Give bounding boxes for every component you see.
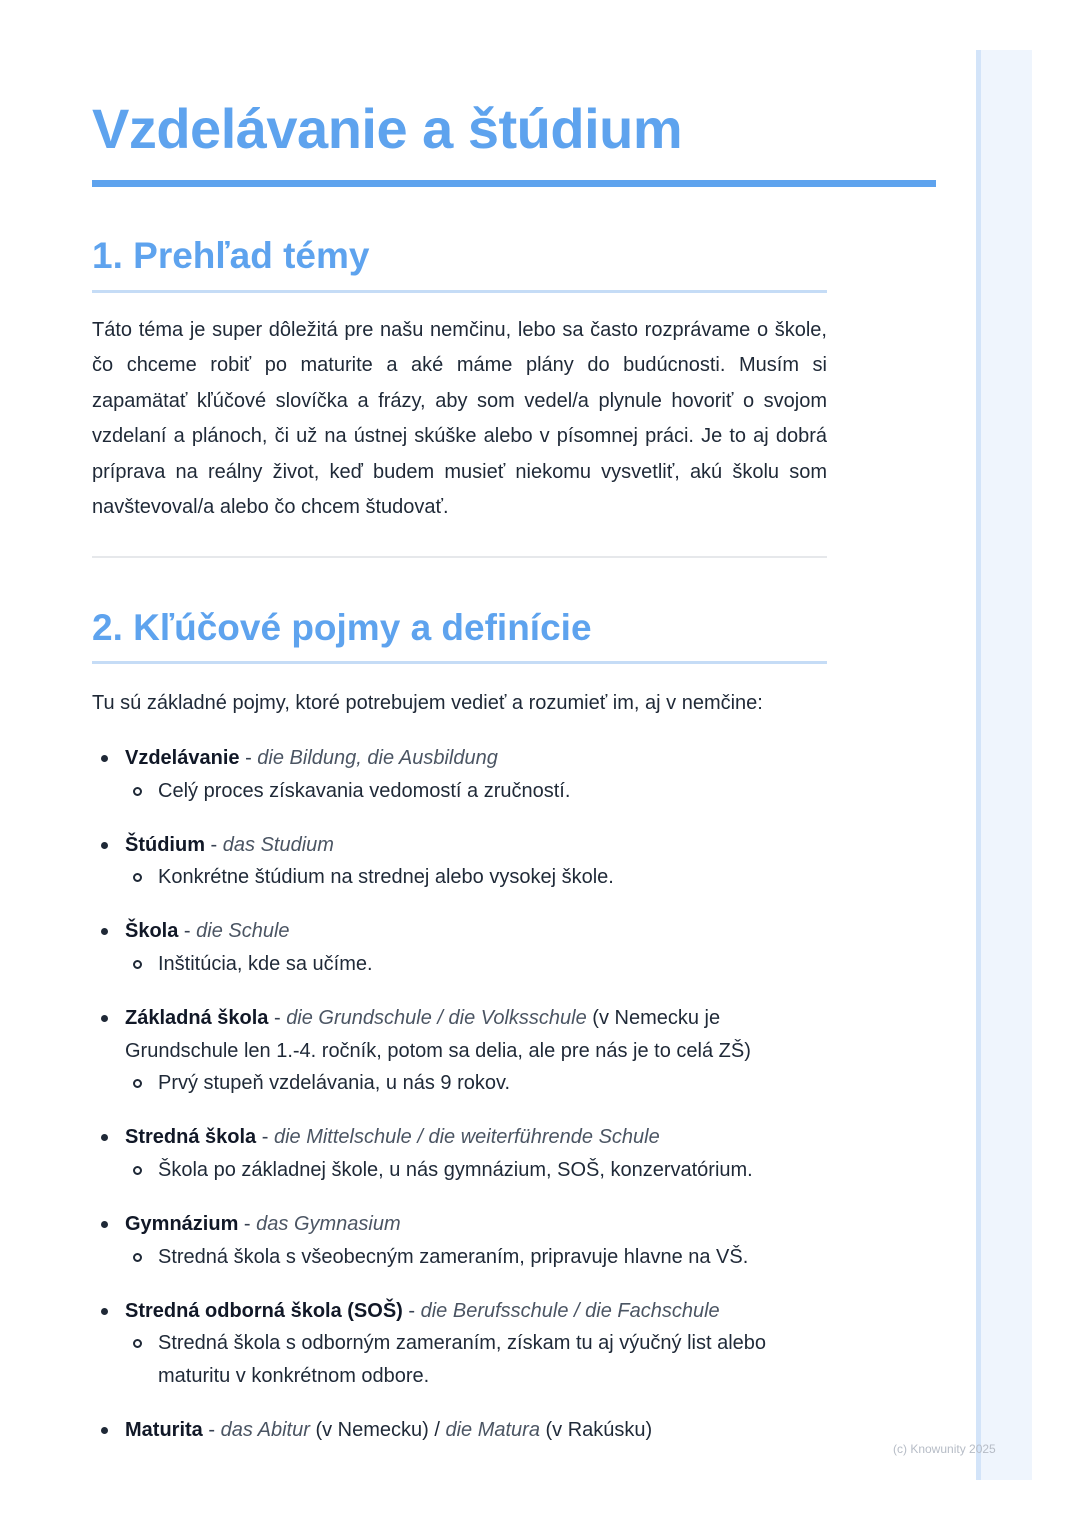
term-definition: Škola po základnej škole, u nás gymnázium, SOŠ, konzervatórium. xyxy=(158,1158,753,1181)
german-translation: das Gymnasium xyxy=(256,1213,401,1236)
title-underline xyxy=(92,180,936,187)
sub-list xyxy=(125,775,827,808)
side-panel-edge xyxy=(976,50,981,1480)
term-separator: - xyxy=(402,1299,421,1322)
term-name: Maturita xyxy=(125,1419,203,1441)
list-item xyxy=(92,915,827,980)
term-definition: Celý proces získavania vedomostí a zručností. xyxy=(158,779,571,802)
key-terms-intro: Tu sú základné pojmy, ktoré potrebujem vedieť a rozumieť im, aj v nemčine: xyxy=(92,692,763,714)
list-item xyxy=(92,1002,827,1100)
bullet-icon xyxy=(101,842,108,849)
bullet-icon xyxy=(101,1308,108,1315)
term-note: (v Nemecku je Grundschule len 1.-4. ročník, potom sa delia, ale pre nás je to celá ZŠ) xyxy=(125,1007,751,1062)
sub-list xyxy=(125,861,827,894)
sub-list-item xyxy=(125,861,827,894)
section-underline xyxy=(92,661,827,664)
term-definition: Konkrétne štúdium na strednej alebo vysokej škole. xyxy=(158,866,614,889)
circle-bullet-icon xyxy=(133,960,142,969)
term-separator: - xyxy=(202,1419,221,1441)
sub-list xyxy=(125,948,827,981)
bullet-icon xyxy=(101,928,108,935)
term-name: Gymnázium xyxy=(125,1213,239,1236)
term-name: Základná škola xyxy=(125,1007,269,1030)
term-note: (v Rakúsku) xyxy=(539,1419,653,1441)
key-terms-list xyxy=(92,742,827,1468)
sub-list-item xyxy=(125,1154,827,1187)
term-separator: - xyxy=(268,1007,287,1030)
german-translation: die Bildung, die Ausbildung xyxy=(257,747,498,769)
term-definition: Stredná škola s odborným zameraním, získam tu aj výučný list alebo maturitu v konkrétnom odbore. xyxy=(158,1332,767,1387)
german-translation: die Matura xyxy=(445,1419,540,1441)
sub-list xyxy=(125,1154,827,1187)
list-item xyxy=(92,829,827,894)
term-name: Vzdelávanie xyxy=(125,747,240,769)
sub-list-item xyxy=(125,1241,827,1274)
german-translation: die Mittelschule / die weiterführende Schule xyxy=(273,1126,660,1149)
bullet-icon xyxy=(101,755,108,762)
list-item xyxy=(92,1295,827,1393)
list-item xyxy=(92,1414,827,1447)
sub-list-item xyxy=(125,1327,827,1392)
bullet-icon xyxy=(101,1015,108,1022)
term-note: (v Nemecku) / xyxy=(309,1419,446,1441)
bullet-icon xyxy=(101,1221,108,1228)
sub-list-item xyxy=(125,1067,827,1100)
german-translation: das Abitur xyxy=(220,1419,310,1441)
german-translation: die Berufsschule / die Fachschule xyxy=(420,1299,720,1322)
sub-list-item xyxy=(125,775,827,808)
circle-bullet-icon xyxy=(133,1079,142,1088)
bullet-icon xyxy=(101,1427,108,1434)
german-translation: die Schule xyxy=(196,920,290,943)
section-underline xyxy=(92,290,827,293)
circle-bullet-icon xyxy=(133,873,142,882)
sub-list xyxy=(125,1241,827,1274)
page-title: Vzdelávanie a štúdium xyxy=(92,97,683,160)
circle-bullet-icon xyxy=(133,1253,142,1262)
sub-list xyxy=(125,1067,827,1100)
term-name: Stredná škola xyxy=(125,1126,257,1149)
sub-list-item xyxy=(125,948,827,981)
term-separator: - xyxy=(178,920,197,943)
german-translation: das Studium xyxy=(222,833,334,856)
term-name: Škola xyxy=(125,920,179,943)
circle-bullet-icon xyxy=(133,1339,142,1348)
overview-paragraph: Táto téma je super dôležitá pre našu nemčinu, lebo sa často rozprávame o škole, čo chceme robiť po maturite a aké máme plány do budúcnosti. Musím si zapamätať kľúčové slovíčka a frázy, aby som vedel/a plynule hovoriť o svojom vzdelaní a plánoch, či už na ústnej skúške alebo v písomnej práci. Je to aj dobrá príprava na reálny život, keď budem musieť niekomu vysvetliť, akú školu som navštevoval/a alebo čo chcem študovať. xyxy=(92,319,827,519)
circle-bullet-icon xyxy=(133,1166,142,1175)
term-separator: - xyxy=(238,1213,257,1236)
section-divider xyxy=(92,556,827,558)
term-definition: Stredná škola s všeobecným zameraním, pripravuje hlavne na VŠ. xyxy=(158,1245,749,1268)
term-name: Štúdium xyxy=(125,833,205,856)
term-definition: Inštitúcia, kde sa učíme. xyxy=(158,952,373,975)
list-item xyxy=(92,1121,827,1186)
section-heading-key-terms: 2. Kľúčové pojmy a definície xyxy=(92,607,592,648)
term-name: Stredná odborná škola (SOŠ) xyxy=(125,1299,403,1322)
bullet-icon xyxy=(101,1134,108,1141)
list-item xyxy=(92,742,827,807)
circle-bullet-icon xyxy=(133,787,142,796)
sub-list xyxy=(125,1327,827,1392)
side-panel xyxy=(976,50,1032,1480)
copyright-footer: (c) Knowunity 2025 xyxy=(893,1442,996,1456)
term-separator: - xyxy=(239,747,258,769)
list-item xyxy=(92,1208,827,1273)
german-translation: die Grundschule / die Volksschule xyxy=(286,1007,587,1030)
term-separator: - xyxy=(256,1126,274,1149)
term-separator: - xyxy=(205,833,223,856)
term-definition: Prvý stupeň vzdelávania, u nás 9 rokov. xyxy=(158,1072,511,1095)
section-heading-overview: 1. Prehľad témy xyxy=(92,235,370,276)
